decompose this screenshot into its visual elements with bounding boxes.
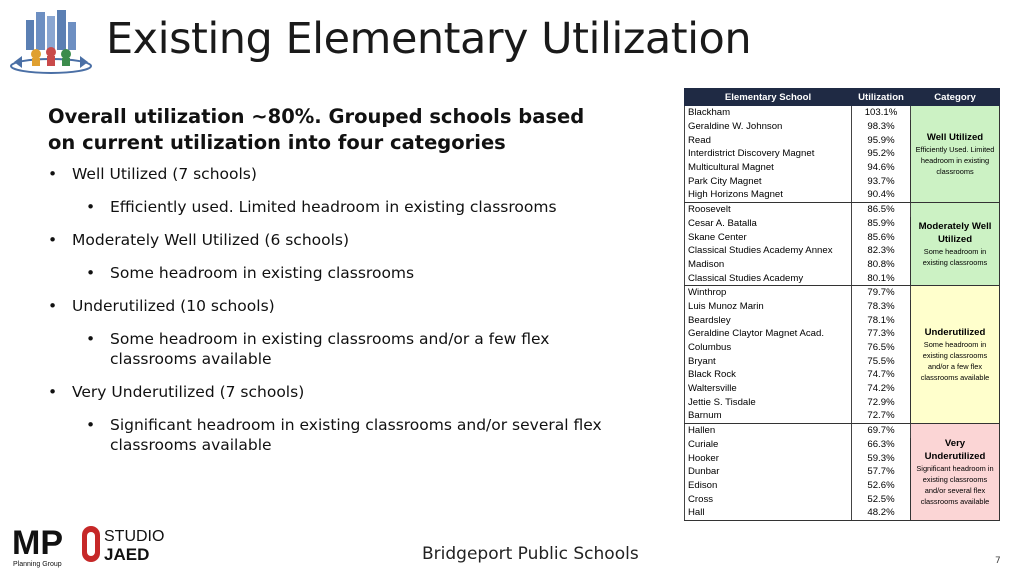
utilization-cell: 98.3% [852,120,911,134]
table-row [685,285,1000,299]
school-name-cell: Jettie S. Tisdale [685,395,852,409]
utilization-cell: 85.9% [852,217,911,231]
header-school: Elementary School [685,89,852,106]
school-name-cell: Cesar A. Batalla [685,217,852,231]
utilization-cell: 93.7% [852,174,911,188]
sub-bullet-item [48,263,608,283]
category-title: Moderately Well Utilized [918,220,992,245]
bullet-text: Very Underutilized (7 schools) [72,383,305,401]
utilization-cell: 85.6% [852,230,911,244]
bullet-text: Well Utilized (7 schools) [72,165,257,183]
utilization-cell: 74.2% [852,382,911,396]
utilization-cell: 95.2% [852,147,911,161]
mp-logo-subtext: Planning Group [13,561,62,568]
utilization-cell: 66.3% [852,438,911,452]
utilization-cell: 94.6% [852,161,911,175]
utilization-cell: 80.8% [852,258,911,272]
utilization-cell: 72.7% [852,409,911,423]
bullet-marker: • [48,231,58,249]
utilization-cell: 52.6% [852,479,911,493]
category-cell [911,423,1000,520]
bullet-item [48,382,608,402]
school-name-cell: Bryant [685,354,852,368]
category-cell [911,285,1000,423]
school-name-cell: Dunbar [685,465,852,479]
footer-organization: Bridgeport Public Schools [422,544,639,564]
utilization-cell: 74.7% [852,368,911,382]
table-header-row [685,89,1000,106]
bullet-marker: • [86,198,96,216]
summary-text [48,104,608,468]
utilization-cell: 59.3% [852,451,911,465]
utilization-cell: 77.3% [852,327,911,341]
table-row [685,202,1000,216]
studio-logo-bottom-text: JAED [104,545,150,564]
bullet-marker: • [86,330,96,348]
school-name-cell: Waltersville [685,382,852,396]
utilization-cell: 69.7% [852,423,911,437]
utilization-cell: 79.7% [852,285,911,299]
school-name-cell: Hallen [685,423,852,437]
utilization-cell: 78.1% [852,313,911,327]
studio-logo-top-text: STUDIO [104,528,165,545]
bullet-marker: • [48,165,58,183]
bullet-item [48,164,608,184]
school-name-cell: Interdistrict Discovery Magnet [685,147,852,161]
bullet-item [48,230,608,250]
utilization-cell: 95.9% [852,133,911,147]
category-description: Efficiently Used. Limited headroom in existing classrooms [915,144,995,176]
bullet-text: Moderately Well Utilized (6 schools) [72,231,350,249]
sub-bullet-item [48,197,608,217]
school-name-cell: Classical Studies Academy Annex [685,244,852,258]
utilization-cell: 72.9% [852,395,911,409]
sub-bullet-item [48,415,608,455]
school-name-cell: Beardsley [685,313,852,327]
header-category: Category [911,89,1000,106]
school-name-cell: High Horizons Magnet [685,188,852,202]
school-name-cell: Columbus [685,341,852,355]
table-row [685,106,1000,120]
bullet-marker: • [86,416,96,434]
school-name-cell: Geraldine W. Johnson [685,120,852,134]
utilization-cell: 103.1% [852,106,911,120]
bullet-item [48,296,608,316]
utilization-cell: 57.7% [852,465,911,479]
category-cell [911,106,1000,203]
bullet-marker: • [48,383,58,401]
bullet-text: Significant headroom in existing classrooms and/or several flex classrooms available [110,416,602,454]
utilization-cell: 78.3% [852,300,911,314]
school-name-cell: Read [685,133,852,147]
bullet-text: Underutilized (10 schools) [72,297,275,315]
school-name-cell: Roosevelt [685,202,852,216]
utilization-cell: 86.5% [852,202,911,216]
category-description: Significant headroom in existing classrooms and/or several flex classrooms available [916,463,994,506]
school-name-cell: Curiale [685,438,852,452]
sub-bullet-item [48,329,608,369]
school-name-cell: Park City Magnet [685,174,852,188]
mp-planning-group-logo [12,522,66,568]
lead-statement: Overall utilization ~80%. Grouped schools based on current utilization into four categories [48,105,585,154]
bullet-text: Some headroom in existing classrooms [110,264,415,282]
bullet-marker: • [48,297,58,315]
school-name-cell: Black Rock [685,368,852,382]
school-name-cell: Barnum [685,409,852,423]
school-name-cell: Madison [685,258,852,272]
utilization-table [684,88,1000,521]
header-utilization: Utilization [852,89,911,106]
category-title: Well Utilized [926,131,984,143]
school-name-cell: Multicultural Magnet [685,161,852,175]
bullet-list [48,164,608,455]
school-name-cell: Luis Munoz Marin [685,300,852,314]
category-description: Some headroom in existing classrooms and/or a few flex classrooms available [920,339,990,382]
school-name-cell: Cross [685,492,852,506]
utilization-cell: 75.5% [852,354,911,368]
page-title: Existing Elementary Utilization [106,14,752,64]
mp-logo-text: MP [12,524,63,562]
category-title: Very Underutilized [924,437,986,462]
school-name-cell: Edison [685,479,852,493]
utilization-cell: 82.3% [852,244,911,258]
school-name-cell: Geraldine Claytor Magnet Acad. [685,327,852,341]
school-name-cell: Blackham [685,106,852,120]
bullet-text: Some headroom in existing classrooms and/or a few flex classrooms available [110,330,550,368]
utilization-cell: 80.1% [852,271,911,285]
utilization-cell: 76.5% [852,341,911,355]
utilization-cell: 48.2% [852,506,911,520]
utilization-cell: 52.5% [852,492,911,506]
table-row [685,423,1000,437]
category-cell [911,202,1000,285]
school-name-cell: Hall [685,506,852,520]
utilization-cell: 90.4% [852,188,911,202]
school-name-cell: Hooker [685,451,852,465]
school-name-cell: Winthrop [685,285,852,299]
category-description: Some headroom in existing classrooms [922,246,988,267]
bullet-text: Efficiently used. Limited headroom in existing classrooms [110,198,557,216]
page-number: 7 [995,556,1001,566]
school-name-cell: Skane Center [685,230,852,244]
bullet-marker: • [86,264,96,282]
studio-jaed-logo [80,522,180,566]
school-name-cell: Classical Studies Academy [685,271,852,285]
district-emblem-logo [6,6,96,76]
category-title: Underutilized [924,326,986,338]
